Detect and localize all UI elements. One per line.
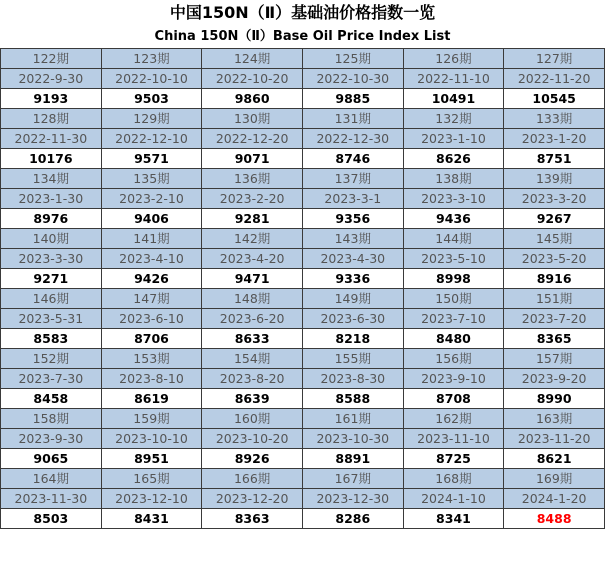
date-cell: 2023-10-30: [302, 429, 403, 449]
value-cell: 8951: [101, 449, 202, 469]
period-cell: 123期: [101, 49, 202, 69]
date-cell: 2023-11-20: [504, 429, 605, 449]
period-cell: 128期: [1, 109, 102, 129]
period-cell: 159期: [101, 409, 202, 429]
page-title: 中国150N（Ⅱ）基础油价格指数一览: [169, 3, 436, 22]
period-row: [1, 229, 605, 249]
value-cell: 9336: [302, 269, 403, 289]
period-cell: 127期: [504, 49, 605, 69]
value-cell: 8891: [302, 449, 403, 469]
value-cell: 9356: [302, 209, 403, 229]
date-row: [1, 489, 605, 509]
value-cell: 8621: [504, 449, 605, 469]
period-cell: 165期: [101, 469, 202, 489]
value-cell: 8458: [1, 389, 102, 409]
value-cell: 8588: [302, 389, 403, 409]
date-cell: 2023-3-20: [504, 189, 605, 209]
value-row: [1, 269, 605, 289]
value-cell: 8633: [202, 329, 303, 349]
date-cell: 2023-8-20: [202, 369, 303, 389]
period-row: [1, 409, 605, 429]
value-cell: 8583: [1, 329, 102, 349]
date-cell: 2023-4-20: [202, 249, 303, 269]
date-cell: 2023-4-30: [302, 249, 403, 269]
value-cell: 8706: [101, 329, 202, 349]
value-cell: 8725: [403, 449, 504, 469]
date-row: [1, 429, 605, 449]
date-cell: 2022-11-20: [504, 69, 605, 89]
period-cell: 156期: [403, 349, 504, 369]
period-cell: 132期: [403, 109, 504, 129]
date-cell: 2024-1-20: [504, 489, 605, 509]
value-row: [1, 149, 605, 169]
page-subtitle: China 150N（Ⅱ）Base Oil Price Index List: [154, 29, 451, 44]
date-row: [1, 189, 605, 209]
period-cell: 130期: [202, 109, 303, 129]
period-cell: 142期: [202, 229, 303, 249]
date-cell: 2022-12-10: [101, 129, 202, 149]
date-cell: 2023-2-20: [202, 189, 303, 209]
period-row: [1, 469, 605, 489]
date-cell: 2023-5-10: [403, 249, 504, 269]
date-cell: 2023-9-20: [504, 369, 605, 389]
value-cell: 8998: [403, 269, 504, 289]
value-cell: 10491: [403, 89, 504, 109]
date-row: [1, 69, 605, 89]
period-cell: 143期: [302, 229, 403, 249]
date-cell: 2022-10-20: [202, 69, 303, 89]
date-cell: 2023-1-30: [1, 189, 102, 209]
value-cell: 8503: [1, 509, 102, 529]
date-cell: 2023-12-30: [302, 489, 403, 509]
date-cell: 2023-3-30: [1, 249, 102, 269]
date-cell: 2023-9-10: [403, 369, 504, 389]
period-cell: 144期: [403, 229, 504, 249]
value-cell: 8746: [302, 149, 403, 169]
date-cell: 2022-11-10: [403, 69, 504, 89]
value-cell: 8365: [504, 329, 605, 349]
date-cell: 2023-6-20: [202, 309, 303, 329]
period-cell: 169期: [504, 469, 605, 489]
value-cell: 10176: [1, 149, 102, 169]
date-cell: 2024-1-10: [403, 489, 504, 509]
value-cell: 8976: [1, 209, 102, 229]
value-cell: 8363: [202, 509, 303, 529]
period-cell: 135期: [101, 169, 202, 189]
value-cell: 9503: [101, 89, 202, 109]
date-cell: 2023-6-10: [101, 309, 202, 329]
value-cell: 9471: [202, 269, 303, 289]
value-row: [1, 89, 605, 109]
date-cell: 2023-9-30: [1, 429, 102, 449]
value-cell: 8619: [101, 389, 202, 409]
period-row: [1, 289, 605, 309]
value-cell: 9436: [403, 209, 504, 229]
period-cell: 149期: [302, 289, 403, 309]
date-cell: 2023-10-10: [101, 429, 202, 449]
period-cell: 146期: [1, 289, 102, 309]
period-row: [1, 349, 605, 369]
date-cell: 2023-8-10: [101, 369, 202, 389]
date-cell: 2023-5-31: [1, 309, 102, 329]
value-cell: 8916: [504, 269, 605, 289]
period-cell: 134期: [1, 169, 102, 189]
date-cell: 2022-10-10: [101, 69, 202, 89]
value-cell: 8751: [504, 149, 605, 169]
date-cell: 2023-7-10: [403, 309, 504, 329]
value-row: [1, 509, 605, 529]
value-cell: 9193: [1, 89, 102, 109]
date-cell: 2023-1-10: [403, 129, 504, 149]
value-cell: 8708: [403, 389, 504, 409]
date-row: [1, 249, 605, 269]
date-cell: 2023-1-20: [504, 129, 605, 149]
period-cell: 131期: [302, 109, 403, 129]
period-cell: 166期: [202, 469, 303, 489]
date-cell: 2023-3-1: [302, 189, 403, 209]
period-cell: 137期: [302, 169, 403, 189]
date-row: [1, 309, 605, 329]
value-cell: 8286: [302, 509, 403, 529]
value-cell: 8480: [403, 329, 504, 349]
period-cell: 157期: [504, 349, 605, 369]
date-cell: 2023-8-30: [302, 369, 403, 389]
value-cell: 9071: [202, 149, 303, 169]
date-cell: 2023-11-10: [403, 429, 504, 449]
period-cell: 124期: [202, 49, 303, 69]
date-row: [1, 129, 605, 149]
period-cell: 141期: [101, 229, 202, 249]
value-cell: 9885: [302, 89, 403, 109]
date-cell: 2023-11-30: [1, 489, 102, 509]
period-cell: 160期: [202, 409, 303, 429]
date-row: [1, 369, 605, 389]
value-row: [1, 389, 605, 409]
value-cell: 10545: [504, 89, 605, 109]
value-cell: 9571: [101, 149, 202, 169]
period-cell: 136期: [202, 169, 303, 189]
period-cell: 153期: [101, 349, 202, 369]
period-row: [1, 49, 605, 69]
value-cell: 8626: [403, 149, 504, 169]
period-cell: 155期: [302, 349, 403, 369]
period-row: [1, 109, 605, 129]
period-cell: 167期: [302, 469, 403, 489]
date-cell: 2022-12-30: [302, 129, 403, 149]
period-cell: 164期: [1, 469, 102, 489]
period-cell: 150期: [403, 289, 504, 309]
date-cell: 2023-12-10: [101, 489, 202, 509]
value-cell: 9281: [202, 209, 303, 229]
date-cell: 2022-9-30: [1, 69, 102, 89]
value-cell: 8218: [302, 329, 403, 349]
date-cell: 2023-10-20: [202, 429, 303, 449]
period-cell: 163期: [504, 409, 605, 429]
period-cell: 139期: [504, 169, 605, 189]
period-cell: 129期: [101, 109, 202, 129]
date-cell: 2023-4-10: [101, 249, 202, 269]
value-cell: 9271: [1, 269, 102, 289]
value-cell: 8341: [403, 509, 504, 529]
period-cell: 158期: [1, 409, 102, 429]
period-cell: 126期: [403, 49, 504, 69]
period-cell: 125期: [302, 49, 403, 69]
value-row: [1, 329, 605, 349]
value-row: [1, 449, 605, 469]
period-cell: 147期: [101, 289, 202, 309]
value-cell: 8990: [504, 389, 605, 409]
date-cell: 2022-11-30: [1, 129, 102, 149]
date-cell: 2023-7-30: [1, 369, 102, 389]
period-cell: 148期: [202, 289, 303, 309]
date-cell: 2022-12-20: [202, 129, 303, 149]
latest-value-cell: 8488: [504, 509, 605, 529]
period-cell: 168期: [403, 469, 504, 489]
date-cell: 2023-2-10: [101, 189, 202, 209]
price-index-table: [0, 48, 605, 529]
value-cell: 9267: [504, 209, 605, 229]
period-cell: 133期: [504, 109, 605, 129]
period-cell: 151期: [504, 289, 605, 309]
period-cell: 152期: [1, 349, 102, 369]
date-cell: 2023-3-10: [403, 189, 504, 209]
date-cell: 2023-12-20: [202, 489, 303, 509]
period-cell: 140期: [1, 229, 102, 249]
date-cell: 2023-6-30: [302, 309, 403, 329]
period-row: [1, 169, 605, 189]
value-cell: 8431: [101, 509, 202, 529]
value-cell: 9860: [202, 89, 303, 109]
date-cell: 2023-7-20: [504, 309, 605, 329]
period-cell: 161期: [302, 409, 403, 429]
period-cell: 162期: [403, 409, 504, 429]
date-cell: 2022-10-30: [302, 69, 403, 89]
period-cell: 154期: [202, 349, 303, 369]
period-cell: 122期: [1, 49, 102, 69]
period-cell: 138期: [403, 169, 504, 189]
value-cell: 9065: [1, 449, 102, 469]
period-cell: 145期: [504, 229, 605, 249]
value-cell: 9426: [101, 269, 202, 289]
date-cell: 2023-5-20: [504, 249, 605, 269]
value-row: [1, 209, 605, 229]
value-cell: 9406: [101, 209, 202, 229]
value-cell: 8926: [202, 449, 303, 469]
value-cell: 8639: [202, 389, 303, 409]
